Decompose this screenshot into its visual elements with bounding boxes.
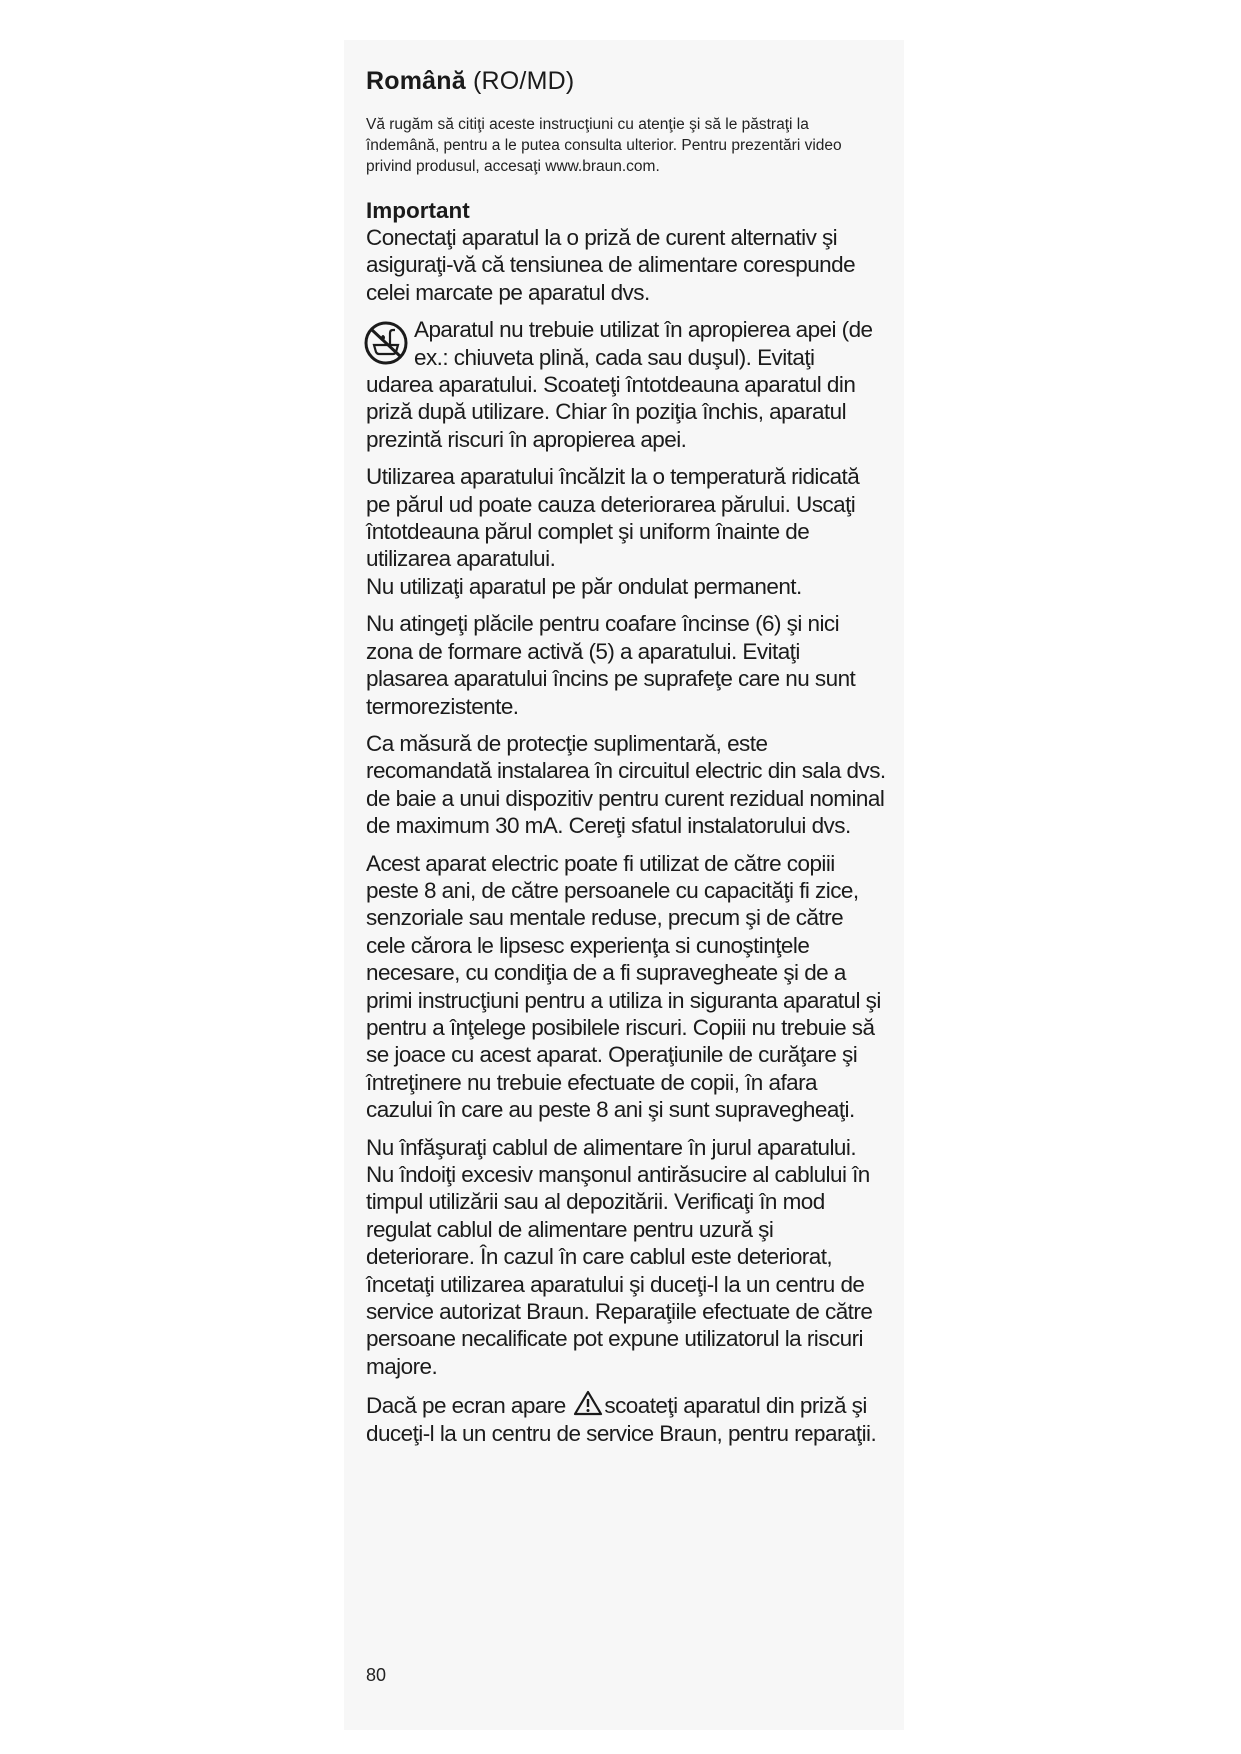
screen-warning-lead: Dacă pe ecran apare	[366, 1393, 572, 1419]
region-code: (RO/MD)	[473, 67, 575, 95]
water-warning-text: Aparatul nu trebuie utilizat în apropierea apei (de ex.: chiuveta plină, cada sau duşul). Evitaţi udarea aparatului. Scoateţi întotdeauna aparatul din priză după utilizare. Chiar în poziţia închis, aparatul prezintă riscuri în apropierea apei.	[366, 317, 873, 452]
screen-warning	[366, 1390, 886, 1447]
language-name: Română	[366, 67, 466, 95]
screen-warning-tail: scoateţi aparatul din priză şi duceţi-l la un centru de service Braun, pentru reparaţii.	[366, 1393, 877, 1446]
important-heading: Important	[366, 198, 470, 223]
warning-triangle-icon	[573, 1390, 603, 1416]
rcd-advice: Ca măsură de protecţie suplimentară, este recomandată instalarea în circuitul electric din sala dvs. de baie a unui dispozitiv pentru curent rezidual nominal de maximum 30 mA. Cereţi sfatul instalatorului dvs.	[366, 730, 886, 839]
important-text: Conectaţi aparatul la o priză de curent alternativ şi asiguraţi-vă că tensiunea de alimentare corespunde celei marcate pe aparatul dvs.	[366, 225, 856, 305]
heat-warning	[366, 463, 886, 600]
hot-plates-warning: Nu atingeţi plăcile pentru coafare încinse (6) şi nici zona de formare activă (5) a aparatului. Evitaţi plasarea aparatului încins pe suprafeţe care nu sunt termorezistente.	[366, 611, 856, 719]
no-water-icon	[363, 320, 409, 366]
children-warning: Acest aparat electric poate fi utilizat de către copiii peste 8 ani, de către persoanele cu capacităţi fi zice, senzoriale sau mentale reduse, precum şi de către cele cărora le lipsesc experienţa si cunoştinţele necesare, cu condiţia de a fi supravegheate şi de a primi instrucţiuni pentru a utiliza in siguranta aparatul şi pentru a înţelege posibilele riscuri. Copiii nu trebuie să se joace cu acest aparat. Operaţiunile de curăţare şi întreţinere nu trebuie efectuate de copii, în afara cazului în care au peste 8 ani şi sunt supravegheaţi.	[366, 850, 881, 1123]
manual-content	[366, 66, 886, 1457]
section-title	[366, 66, 886, 96]
water-warning	[366, 316, 886, 453]
heat-warning-text: Utilizarea aparatului încălzit la o temperatură ridicată pe părul ud poate cauza deteriorarea părului. Uscaţi întotdeauna părul complet şi uniform înainte de utilizarea aparatului.	[366, 464, 860, 572]
page-number: 80	[366, 1665, 387, 1685]
intro-text: Vă rugăm să citiţi aceste instrucţiuni cu atenţie şi să le păstraţi la îndemână, pentru a le putea consulta ulterior. Pentru prezentări video privind produsul, accesaţi www.braun.com.	[366, 116, 842, 175]
perm-warning-text: Nu utilizaţi aparatul pe păr ondulat permanent.	[366, 573, 802, 599]
cable-warning: Nu înfăşuraţi cablul de alimentare în jurul aparatului. Nu îndoiţi excesiv manşonul antirăsucire al cablului în timpul utilizării sau al depozitării. Verificaţi în mod regulat cablul de alimentare pentru uzură şi deteriorare. În cazul în care cablul este deteriorat, încetaţi utilizarea aparatului şi duceţi-l la un centru de service autorizat Braun. Reparaţiile efectuate de către persoane necalificate pot expune utilizatorul la riscuri majore.	[366, 1134, 873, 1379]
